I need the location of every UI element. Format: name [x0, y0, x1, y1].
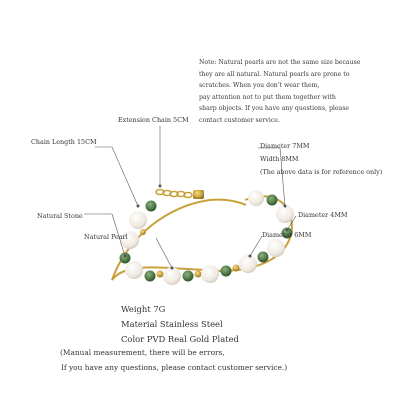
label-diameter-6mm: Diameter 6MM: [262, 231, 312, 239]
note-line: scratches. When you don't wear them,: [199, 82, 320, 90]
label-natural-stone: Natural Stone: [37, 212, 83, 220]
spec-material: Material Stainless Steel: [121, 319, 223, 329]
label-width-8mm: Width 8MM: [260, 155, 299, 163]
label-extension-chain: Extension Chain 5CM: [118, 116, 189, 124]
spec-color: Color PVD Real Gold Plated: [121, 334, 239, 344]
note-line: sharp objects. If you have any questions, please: [199, 105, 350, 113]
stone-bead: [146, 201, 157, 212]
note-line: Note: Natural pearls are not the same size because: [199, 59, 361, 66]
stone-bead: [258, 252, 269, 263]
gold-bead: [140, 229, 146, 235]
pearl-bead: [129, 211, 147, 229]
pearl-bead: [163, 267, 181, 285]
leader-chain-length: [95, 147, 138, 206]
stone-bead: [120, 253, 131, 264]
label-chain-length: Chain Length 15CM: [31, 138, 97, 146]
spec-weight: Weight 7G: [121, 304, 166, 314]
pearl-bead: [276, 205, 294, 223]
note-line: contact customer service.: [199, 116, 280, 124]
extension-chain: [156, 190, 192, 198]
gold-bead: [157, 271, 164, 278]
pearl-bead: [201, 265, 219, 283]
stone-bead: [145, 271, 156, 282]
note-line: they are all natural. Natural pearls are prone to: [199, 70, 350, 78]
pearl-bead: [239, 255, 257, 273]
gold-bead: [195, 271, 202, 278]
leader-natural-pearl: [156, 238, 172, 268]
note-line: pay attention not to put them together with: [199, 93, 336, 101]
label-reference-note: (The above data is for reference only): [260, 168, 383, 176]
gold-bead: [233, 265, 240, 272]
stone-bead: [183, 271, 194, 282]
footer-line-2: If you have any questions, please contact customer service.): [61, 363, 288, 372]
label-diameter-4mm: Diameter 4MM: [298, 211, 348, 219]
label-diameter-7mm: Diameter 7MM: [260, 142, 310, 150]
stone-bead: [221, 266, 232, 277]
clasp: [193, 190, 204, 199]
label-natural-pearl: Natural Pearl: [84, 233, 128, 241]
footer-line-1: (Manual measurement, there will be errors,: [60, 348, 225, 357]
pearl-bead: [125, 261, 143, 279]
stone-bead: [267, 195, 278, 206]
pearl-bead: [248, 190, 264, 206]
pearl-bead: [267, 239, 285, 257]
